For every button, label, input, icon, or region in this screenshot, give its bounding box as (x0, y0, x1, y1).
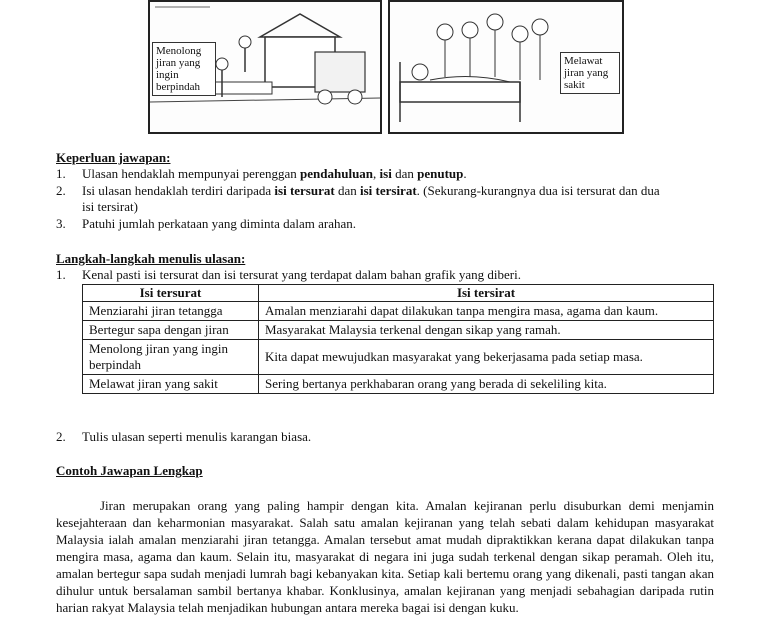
table-cell: Kita dapat mewujudkan masyarakat yang bekerjasama pada setiap masa. (259, 340, 714, 375)
example-heading: Contoh Jawapan Lengkap (56, 463, 203, 478)
table-row (83, 375, 714, 394)
illustration-visiting-sick (388, 0, 624, 134)
table-cell: Melawat jiran yang sakit (83, 375, 259, 394)
table-row (83, 321, 714, 340)
table-cell: Amalan menziarahi dapat dilakukan tanpa mengira masa, agama dan kaum. (259, 302, 714, 321)
table-row (83, 340, 714, 375)
example-paragraph: Jiran merupakan orang yang paling hampir dengan kita. Amalan kejiranan perlu disuburkan demi menjamin kesejahteraan dan keharmonian masyarakat. Salah satu amalan kejiranan yang telah sebati dalam kehidupan masyarakat Malaysia ialah amalan menziarahi jiran tetangga. Amalan tersebut amat mudah dipraktikkan kerana dapat dilakukan tanpa mengira masa, agama dan kaum. Selain itu, masyarakat di negara ini juga sudah terkenal dengan sikap peramah. Oleh itu, amalan bertegur sapa sudah menjadi lumrah bagi kebanyakan kita. Setiap kali bertemu orang yang dikenali, pasti tangan akan dihulur untuk bersalaman sambil bertanya khabar. Konklusinya, amalan kejiranan yang menjadi sebahagian daripada rutin harian rakyat Malaysia telah menjadikan hubungan antara mereka bagai isi dengan kuku. (56, 498, 714, 615)
table-cell: Sering bertanya perkhabaran orang yang berada di sekeliling kita. (259, 375, 714, 394)
illustration-moving-house (148, 0, 382, 134)
column-header: Isi tersirat (259, 285, 714, 302)
steps-heading: Langkah-langkah menulis ulasan: (56, 251, 246, 266)
table-cell: Bertegur sapa dengan jiran (83, 321, 259, 340)
table-row (83, 302, 714, 321)
step-number: 2. (56, 429, 66, 444)
table-header-row (83, 285, 714, 302)
item-text: Isi ulasan hendaklah terdiri daripada isi tersurat dan isi tersirat. (Sekurang-kurangnya dua isi tersurat dan dua isi tersirat) (82, 183, 660, 214)
item-number: 2. (56, 183, 66, 198)
item-number: 3. (56, 216, 66, 231)
column-header: Isi tersurat (83, 285, 259, 302)
table-cell: Menziarahi jiran tetangga (83, 302, 259, 321)
callout-moving: Menolong jiran yang ingin berpindah (152, 42, 216, 96)
table-cell: Menolong jiran yang ingin berpindah (83, 340, 259, 375)
item-text: Patuhi jumlah perkataan yang diminta dalam arahan. (82, 216, 356, 231)
callout-visiting: Melawat jiran yang sakit (560, 52, 620, 94)
item-text: Ulasan hendaklah mempunyai perenggan pendahuluan, isi dan penutup. (82, 166, 467, 181)
table-cell: Masyarakat Malaysia terkenal dengan sikap yang ramah. (259, 321, 714, 340)
content-table (82, 284, 714, 394)
step-text: Kenal pasti isi tersurat dan isi tersurat yang terdapat dalam bahan grafik yang diberi. (82, 267, 521, 282)
step-number: 1. (56, 267, 66, 282)
step-text: Tulis ulasan seperti menulis karangan biasa. (82, 429, 312, 444)
requirements-heading: Keperluan jawapan: (56, 150, 171, 165)
item-number: 1. (56, 166, 66, 181)
